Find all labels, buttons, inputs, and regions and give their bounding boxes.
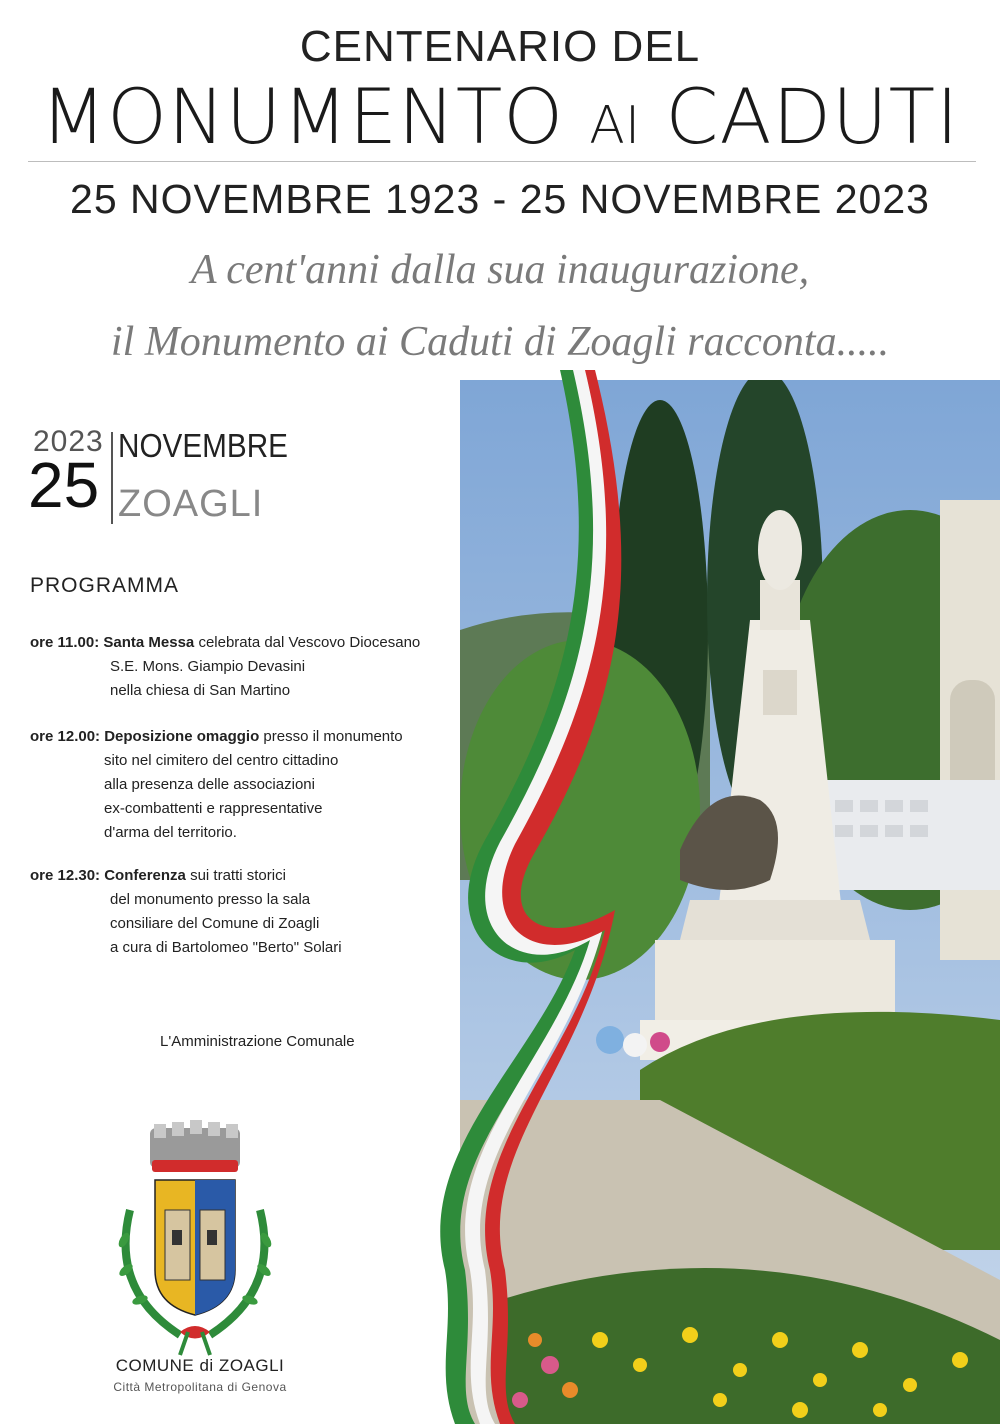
- title-divider: [28, 161, 976, 162]
- program-line: a cura di Bartolomeo "Berto" Solari: [110, 939, 342, 956]
- administration-signature: L'Amministrazione Comunale: [160, 1033, 355, 1050]
- event-year: 2023: [33, 425, 104, 458]
- program-heading: PROGRAMMA: [30, 574, 180, 597]
- tricolor-ribbon: [395, 370, 625, 1424]
- program-line: alla presenza delle associazioni: [104, 776, 315, 793]
- program-title: Conferenza: [104, 867, 186, 884]
- program-line: S.E. Mons. Giampio Devasini: [110, 658, 306, 675]
- title-caduti: CADUTI: [665, 72, 960, 161]
- comune-subtitle: Città Metropolitana di Genova: [113, 1380, 287, 1394]
- title-line-2: [0, 72, 1000, 161]
- program-time: ore 12.30:: [30, 867, 101, 884]
- event-month: NOVEMBRE: [118, 427, 288, 464]
- zoagli-coat-of-arms-icon: [110, 1120, 280, 1360]
- program-line: nella chiesa di San Martino: [110, 682, 291, 699]
- program-title: Deposizione omaggio: [104, 728, 260, 745]
- date-divider: [111, 432, 113, 524]
- date-range: 25 NOVEMBRE 1923 - 25 NOVEMBRE 2023: [70, 176, 930, 222]
- program-desc: celebrata dal Vescovo Diocesano: [194, 634, 421, 651]
- program-time: ore 12.00:: [30, 728, 101, 745]
- comune-name: COMUNE di ZOAGLI: [115, 1356, 285, 1375]
- program-item: [30, 725, 403, 845]
- program-line: ex-combattenti e rappresentative: [104, 800, 323, 817]
- program-item: [30, 631, 420, 703]
- program-line: d'arma del territorio.: [104, 824, 237, 841]
- program-time: ore 11.00:: [30, 634, 100, 651]
- program-line: sito nel cimitero del centro cittadino: [104, 752, 339, 769]
- subtitle-line-1: A cent'anni dalla sua inaugurazione,: [190, 247, 810, 293]
- subtitle-line-2: il Monumento ai Caduti di Zoagli racconta.....: [110, 319, 890, 365]
- program-desc: sui tratti storici: [185, 867, 286, 884]
- event-day: 25: [28, 449, 100, 521]
- title-line-1: CENTENARIO DEL: [299, 22, 701, 71]
- title-ai: AI: [589, 96, 641, 156]
- program-title: Santa Messa: [103, 634, 195, 651]
- program-line: consiliare del Comune di Zoagli: [110, 915, 320, 932]
- event-place: ZOAGLI: [118, 483, 264, 525]
- program-line: del monumento presso la sala: [110, 891, 311, 908]
- title-monumento: MONUMENTO: [40, 72, 565, 161]
- program-desc: presso il monumento: [259, 728, 403, 745]
- program-item: [30, 864, 342, 960]
